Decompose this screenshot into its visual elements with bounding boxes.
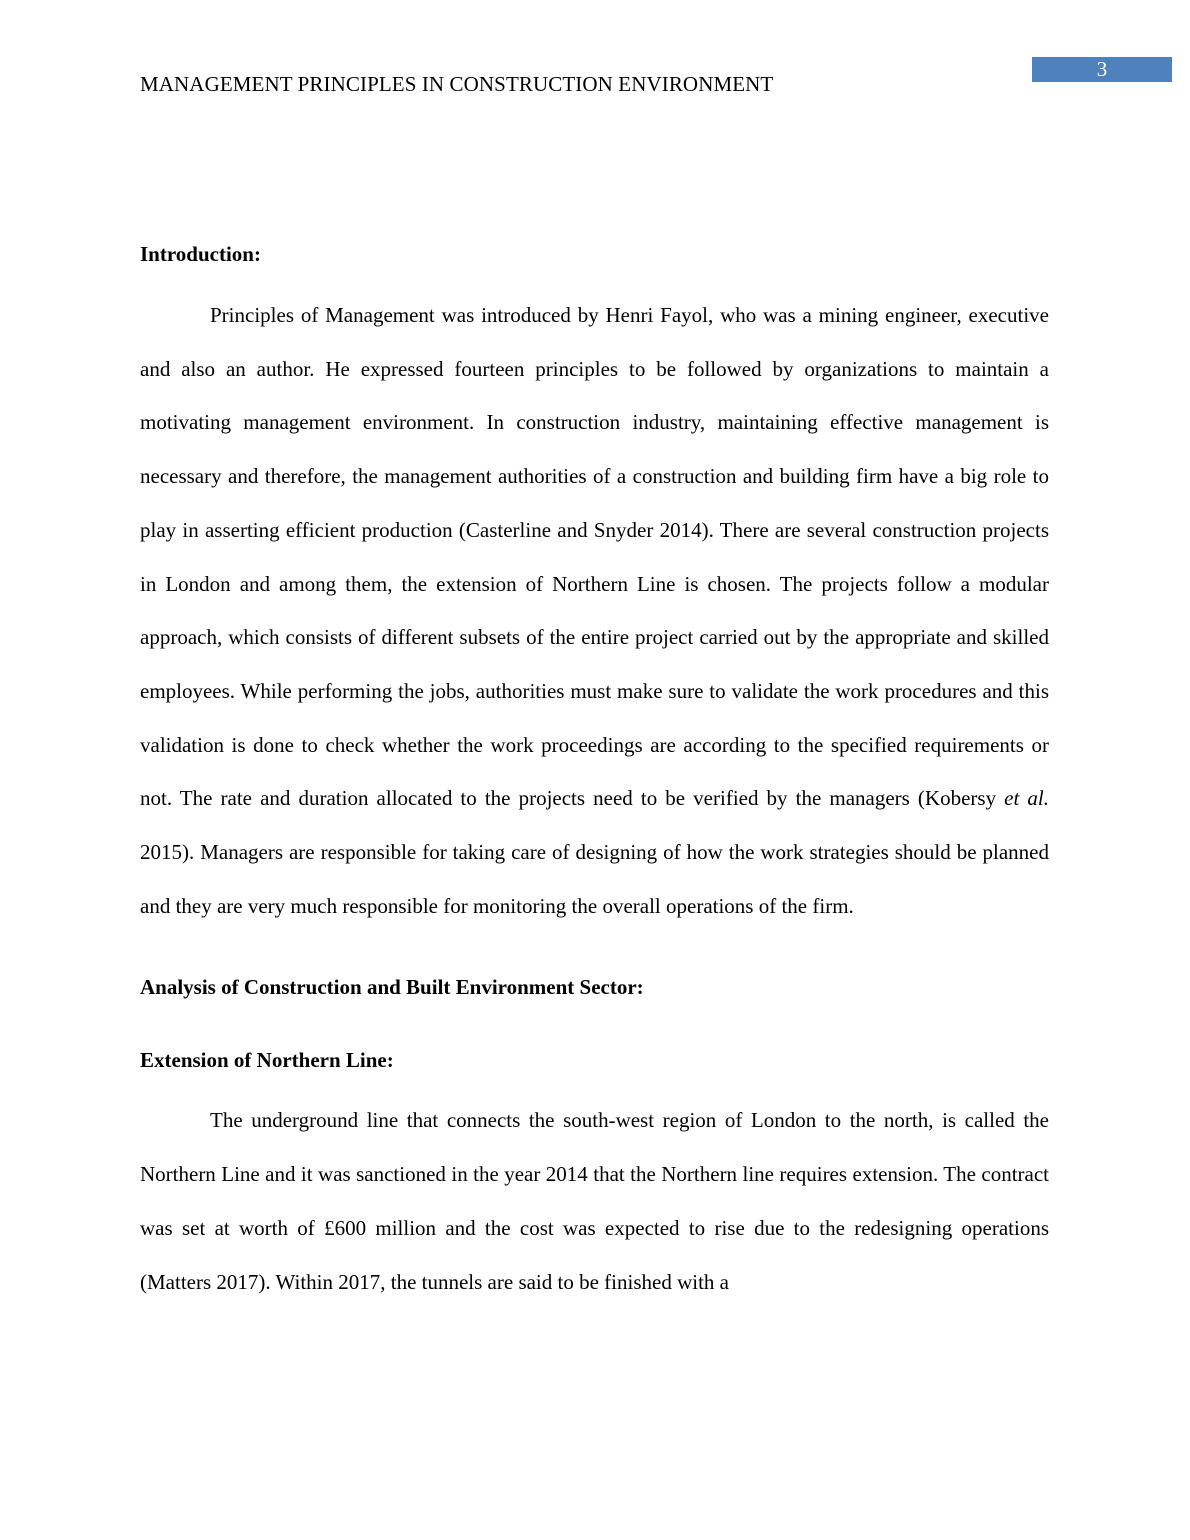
extension-heading: Extension of Northern Line: [140,1048,394,1073]
extension-paragraph: The underground line that connects the south-west region of London to the north, is called the Northern Line and it was sanctioned in the year 2014 that the Northern line requires extension. The contract was set at worth of £600 million and the cost was expected to rise due to the redesigning operations (Matters 2017). Within 2017, the tunnels are said to be finished with a [140,1108,1049,1294]
introduction-text-part2: 2015). Managers are responsible for taking care of designing of how the work strategies should be planned and they are very much responsible for monitoring the overall operations of the firm. [140,840,1049,918]
introduction-text-part1: Principles of Management was introduced by Henri Fayol, who was a mining engineer, executive and also an author. He expressed fourteen principles to be followed by organizations to maintain a motivating management environment. In construction industry, maintaining effective management is necessary and therefore, the management authorities of a construction and building firm have a big role to play in asserting efficient production (Casterline and Snyder 2014). There are several construction projects in London and among them, the extension of Northern Line is chosen. The projects follow a modular approach, which consists of different subsets of the entire project carried out by the appropriate and skilled employees. While performing the jobs, authorities must make sure to validate the work procedures and this validation is done to check whether the work proceedings are according to the specified requirements or not. The rate and duration allocated to the projects need to be verified by the managers (Kobersy [140,303,1049,811]
running-header-title: MANAGEMENT PRINCIPLES IN CONSTRUCTION ENVIRONMENT [140,72,774,96]
analysis-heading: Analysis of Construction and Built Environment Sector: [140,975,644,1000]
page-number: 3 [1032,57,1172,82]
introduction-text-italic: et al. [1004,786,1049,811]
document-body [140,236,1049,1309]
introduction-heading: Introduction: [140,242,261,266]
introduction-paragraph [140,289,1049,933]
